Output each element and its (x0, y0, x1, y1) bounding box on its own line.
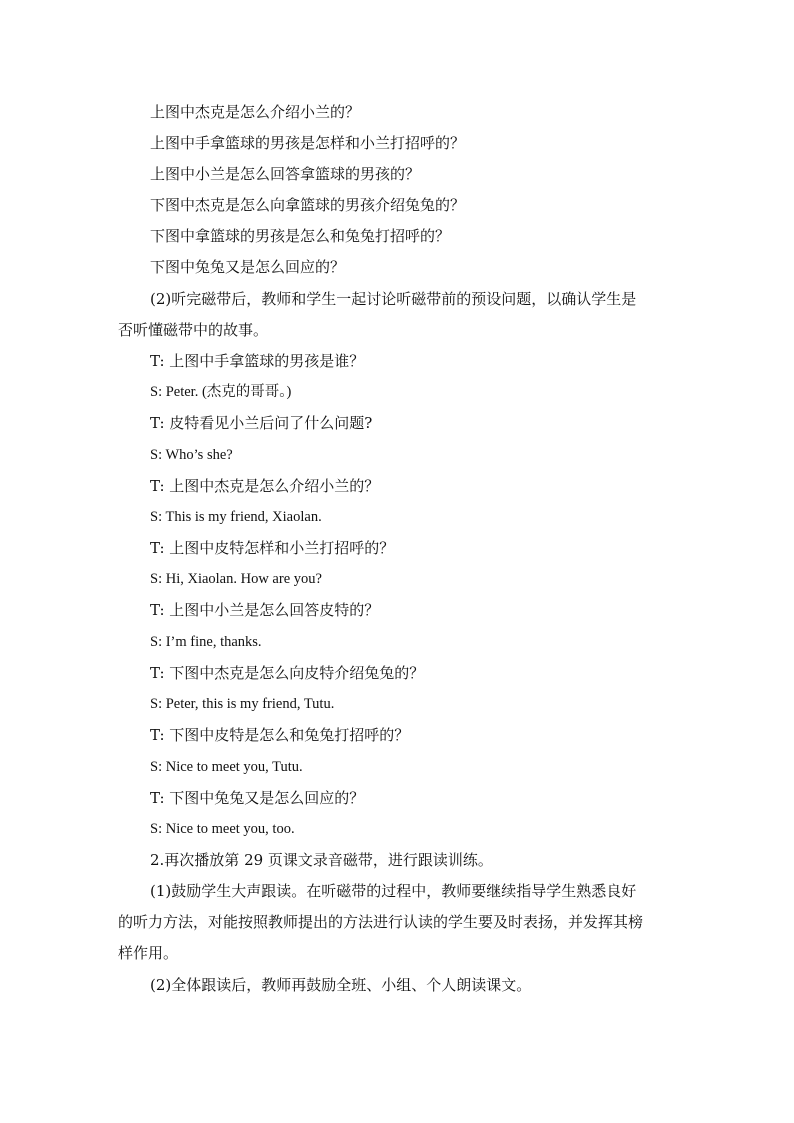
dialogue-teacher-line: T: 下图中皮特是怎么和兔兔打招呼的？ (150, 726, 410, 744)
dialogue-teacher-line: T: 下图中杰克是怎么向皮特介绍兔兔的？ (150, 664, 425, 682)
dialogue-student-line: S: Peter, this is my friend, Tutu. (150, 696, 335, 712)
paragraph-line: (1)鼓励学生大声跟读。在听磁带的过程中，教师要继续指导学生熟悉良好 (150, 882, 637, 900)
paragraph-line: 样作用。 (118, 944, 179, 962)
dialogue-teacher-line: T: 下图中兔兔又是怎么回应的？ (150, 789, 365, 807)
dialogue-student-line: S: Nice to meet you, Tutu. (150, 759, 303, 775)
dialogue-teacher-line: T: 皮特看见小兰后问了什么问题? (150, 414, 373, 432)
dialogue-student-line: S: This is my friend, Xiaolan. (150, 509, 322, 525)
step2-paragraph-line: 否听懂磁带中的故事。 (118, 321, 269, 339)
section-heading: 2.再次播放第 29 页课文录音磁带，进行跟读训练。 (150, 851, 493, 869)
question-line: 上图中小兰是怎么回答拿篮球的男孩的？ (150, 165, 421, 183)
paragraph-line: (2)全体跟读后，教师再鼓励全班、小组、个人朗读课文。 (150, 976, 532, 994)
question-line: 上图中杰克是怎么介绍小兰的？ (150, 103, 361, 121)
question-line: 下图中兔兔又是怎么回应的？ (150, 258, 346, 276)
dialogue-student-line: S: Peter. (杰克的哥哥。) (150, 384, 292, 400)
question-line: 下图中拿篮球的男孩是怎么和兔兔打招呼的？ (150, 227, 451, 245)
paragraph-line: 的听力方法，对能按照教师提出的方法进行认读的学生要及时表扬，并发挥其榜 (118, 913, 644, 931)
dialogue-student-line: S: Nice to meet you, too. (150, 821, 295, 837)
step2-paragraph-line: (2)听完磁带后，教师和学生一起讨论听磁带前的预设问题，以确认学生是 (150, 290, 637, 308)
dialogue-teacher-line: T: 上图中皮特怎样和小兰打招呼的？ (150, 539, 395, 557)
dialogue-student-line: S: I’m fine, thanks. (150, 634, 262, 650)
dialogue-teacher-line: T: 上图中杰克是怎么介绍小兰的？ (150, 477, 380, 495)
dialogue-teacher-line: T: 上图中小兰是怎么回答皮特的？ (150, 601, 380, 619)
question-line: 上图中手拿篮球的男孩是怎样和小兰打招呼的？ (150, 134, 466, 152)
dialogue-student-line: S: Hi, Xiaolan. How are you? (150, 571, 322, 587)
dialogue-student-line: S: Who’s she? (150, 447, 233, 463)
dialogue-teacher-line: T: 上图中手拿篮球的男孩是谁？ (150, 352, 365, 370)
question-line: 下图中杰克是怎么向拿篮球的男孩介绍兔兔的？ (150, 196, 466, 214)
